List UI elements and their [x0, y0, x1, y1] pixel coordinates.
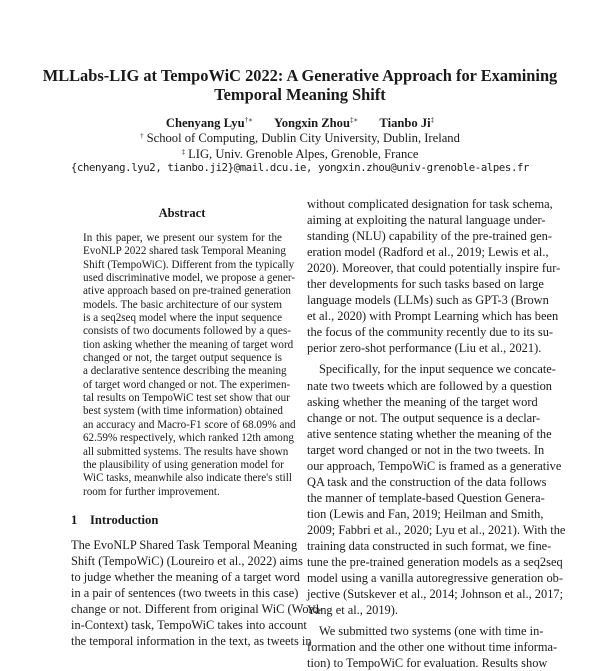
body-line: Yang et al., 2019). [307, 603, 398, 618]
section-heading-introduction [71, 512, 293, 528]
body-line: tune the pre-trained generation models as a seq2seq [307, 555, 563, 570]
introduction-left-text [71, 537, 323, 649]
author-marks: †∗ [244, 116, 253, 124]
body-line: model using a vanilla autoregressive generation ob- [307, 571, 563, 586]
section-title: Introduction [90, 512, 159, 527]
abstract-line: changed or not, the target output sequence is [83, 352, 282, 365]
body-line: our approach, TempoWiC is framed as a generative [307, 458, 562, 473]
body-line: Specifically, for the input sequence we concate- [319, 362, 556, 377]
abstract-line: best system (with time information) obtained [83, 405, 283, 418]
body-line: standing (NLU) capability of the pre-trained gen- [307, 229, 552, 244]
body-line: in a pair of sentences (two tweets in this case) [71, 586, 299, 601]
body-line: to judge whether the meaning of a target word [71, 569, 300, 584]
body-line: aiming at exploiting the natural language under- [307, 213, 546, 228]
body-line: et al., 2020) with Prompt Learning which has been [307, 309, 559, 324]
body-line: ther developments for such tasks based on large [307, 277, 544, 292]
author-emails: {chenyang.lyu2, tianbo.ji2}@mail.dcu.ie, yongxin.zhou@univ-grenoble-alpes.fr [70, 162, 530, 174]
body-line: tion (Lewis and Fan, 2019; Heilman and Smith, [307, 506, 544, 521]
abstract-line: models. The basic architecture of our system [83, 298, 282, 311]
abstract-line: an accuracy and Macro-F1 score of 68.09% and [83, 418, 296, 431]
body-line: change or not. Different from original WiC (Word- [71, 602, 323, 617]
title-line-1: MLLabs-LIG at TempoWiC 2022: A Generative Approach for Examining [42, 66, 558, 85]
abstract-line: consists of two documents followed by a ques- [83, 325, 291, 338]
abstract-line: used discriminative model, we propose a gener- [83, 272, 296, 285]
introduction-right-para-3 [307, 623, 558, 671]
body-line: eration model (Radford et al., 2019; Lewis et al., [307, 245, 549, 260]
abstract-line: the plausibility of using generation model for [83, 458, 284, 471]
body-line: Shift (TempoWiC) (Loureiro et al., 2022) aims [71, 553, 303, 568]
body-line: change or not. The output sequence is a declar- [307, 410, 541, 425]
body-line: without complicated designation for task schema, [307, 197, 553, 211]
abstract-line: tal results on TempoWiC test set show that our [83, 392, 290, 405]
abstract-line: a declarative sentence describing the meaning [83, 365, 287, 378]
affiliation-2: ‡ LIG, Univ. Grenoble Alpes, Grenoble, France [181, 147, 419, 161]
author-marks: ‡ [430, 116, 435, 124]
body-line: target word changed or not in the two tweets. In [307, 442, 545, 457]
abstract-body [83, 232, 296, 499]
body-line: jective (Sutskever et al., 2014; Johnson et al., 2017; [307, 587, 564, 602]
paper-title [40, 66, 560, 104]
abstract-line: 62.59% respectively, which ranked 12th among [83, 432, 294, 445]
abstract-line: tion asking whether the meaning of target word [83, 338, 294, 351]
body-line: The EvoNLP Shared Task Temporal Meaning [71, 537, 298, 552]
affiliation-1: † School of Computing, Dublin City University, Dublin, Ireland [140, 131, 460, 145]
body-line: asking whether the meaning of the target word [307, 394, 538, 409]
abstract-line: In this paper, we present our system for the [83, 232, 282, 244]
body-line: the manner of template-based Question Genera- [307, 490, 545, 505]
body-line: 2009; Fabbri et al., 2020; Lyu et al., 2021). With the [307, 522, 566, 537]
affiliation-mark: ‡ [181, 148, 186, 156]
author-marks: ‡∗ [349, 116, 359, 124]
author: Chenyang Lyu†∗ [165, 116, 253, 130]
author: Tianbo Ji‡ [379, 116, 435, 130]
body-line: nate two tweets which are followed by a question [307, 378, 552, 393]
left-column [71, 200, 323, 649]
body-line: QA task and the construction of the data follows [307, 474, 547, 489]
body-line: training data constructed in such format, we fine- [307, 538, 552, 553]
body-line: perior zero-shot performance (Liu et al., 2021). [307, 341, 542, 356]
abstract-line: WiC tasks, meanwhile also indicate there's still [83, 472, 292, 485]
abstract-line: of target word changed or not. The experimen- [83, 378, 291, 391]
body-line: language models (LLMs) such as GPT-3 (Brown [307, 293, 549, 308]
affiliation-mark: † [140, 132, 144, 140]
section-number: 1 [71, 512, 78, 527]
abstract-line: all submitted systems. The results have shown [83, 445, 289, 458]
introduction-right-para-1 [307, 196, 561, 356]
introduction-right-para-2 [307, 361, 566, 618]
author: Yongxin Zhou‡∗ [274, 116, 359, 130]
abstract-line: ative approach based on pre-trained generation [83, 285, 291, 298]
body-line: formation and the other one without time informa- [307, 640, 558, 655]
body-line: ative sentence stating whether the meaning of the [307, 426, 552, 441]
title-line-2: Temporal Meaning Shift [214, 85, 386, 104]
body-line: the temporal information in the text, as tweets in [71, 634, 312, 649]
abstract-line: Shift (TempoWiC). Different from the typically [83, 258, 295, 271]
abstract-line: room for further improvement. [83, 485, 220, 498]
abstract-line: is a seq2seq model where the input sequence [83, 312, 282, 325]
abstract-line: EvoNLP 2022 shared task Temporal Meaning [83, 245, 286, 258]
body-line: 2020). Moreover, that could potentially inspire fur- [307, 261, 561, 276]
body-line: in-Context) task, TempoWiC takes into account [71, 618, 307, 633]
body-line: We submitted two systems (one with time in- [319, 624, 544, 639]
body-line: the focus of the community recently due to its su- [307, 325, 554, 340]
body-line: tion) to TempoWiC for evaluation. Results show [307, 656, 548, 671]
abstract-heading: Abstract [158, 206, 206, 220]
